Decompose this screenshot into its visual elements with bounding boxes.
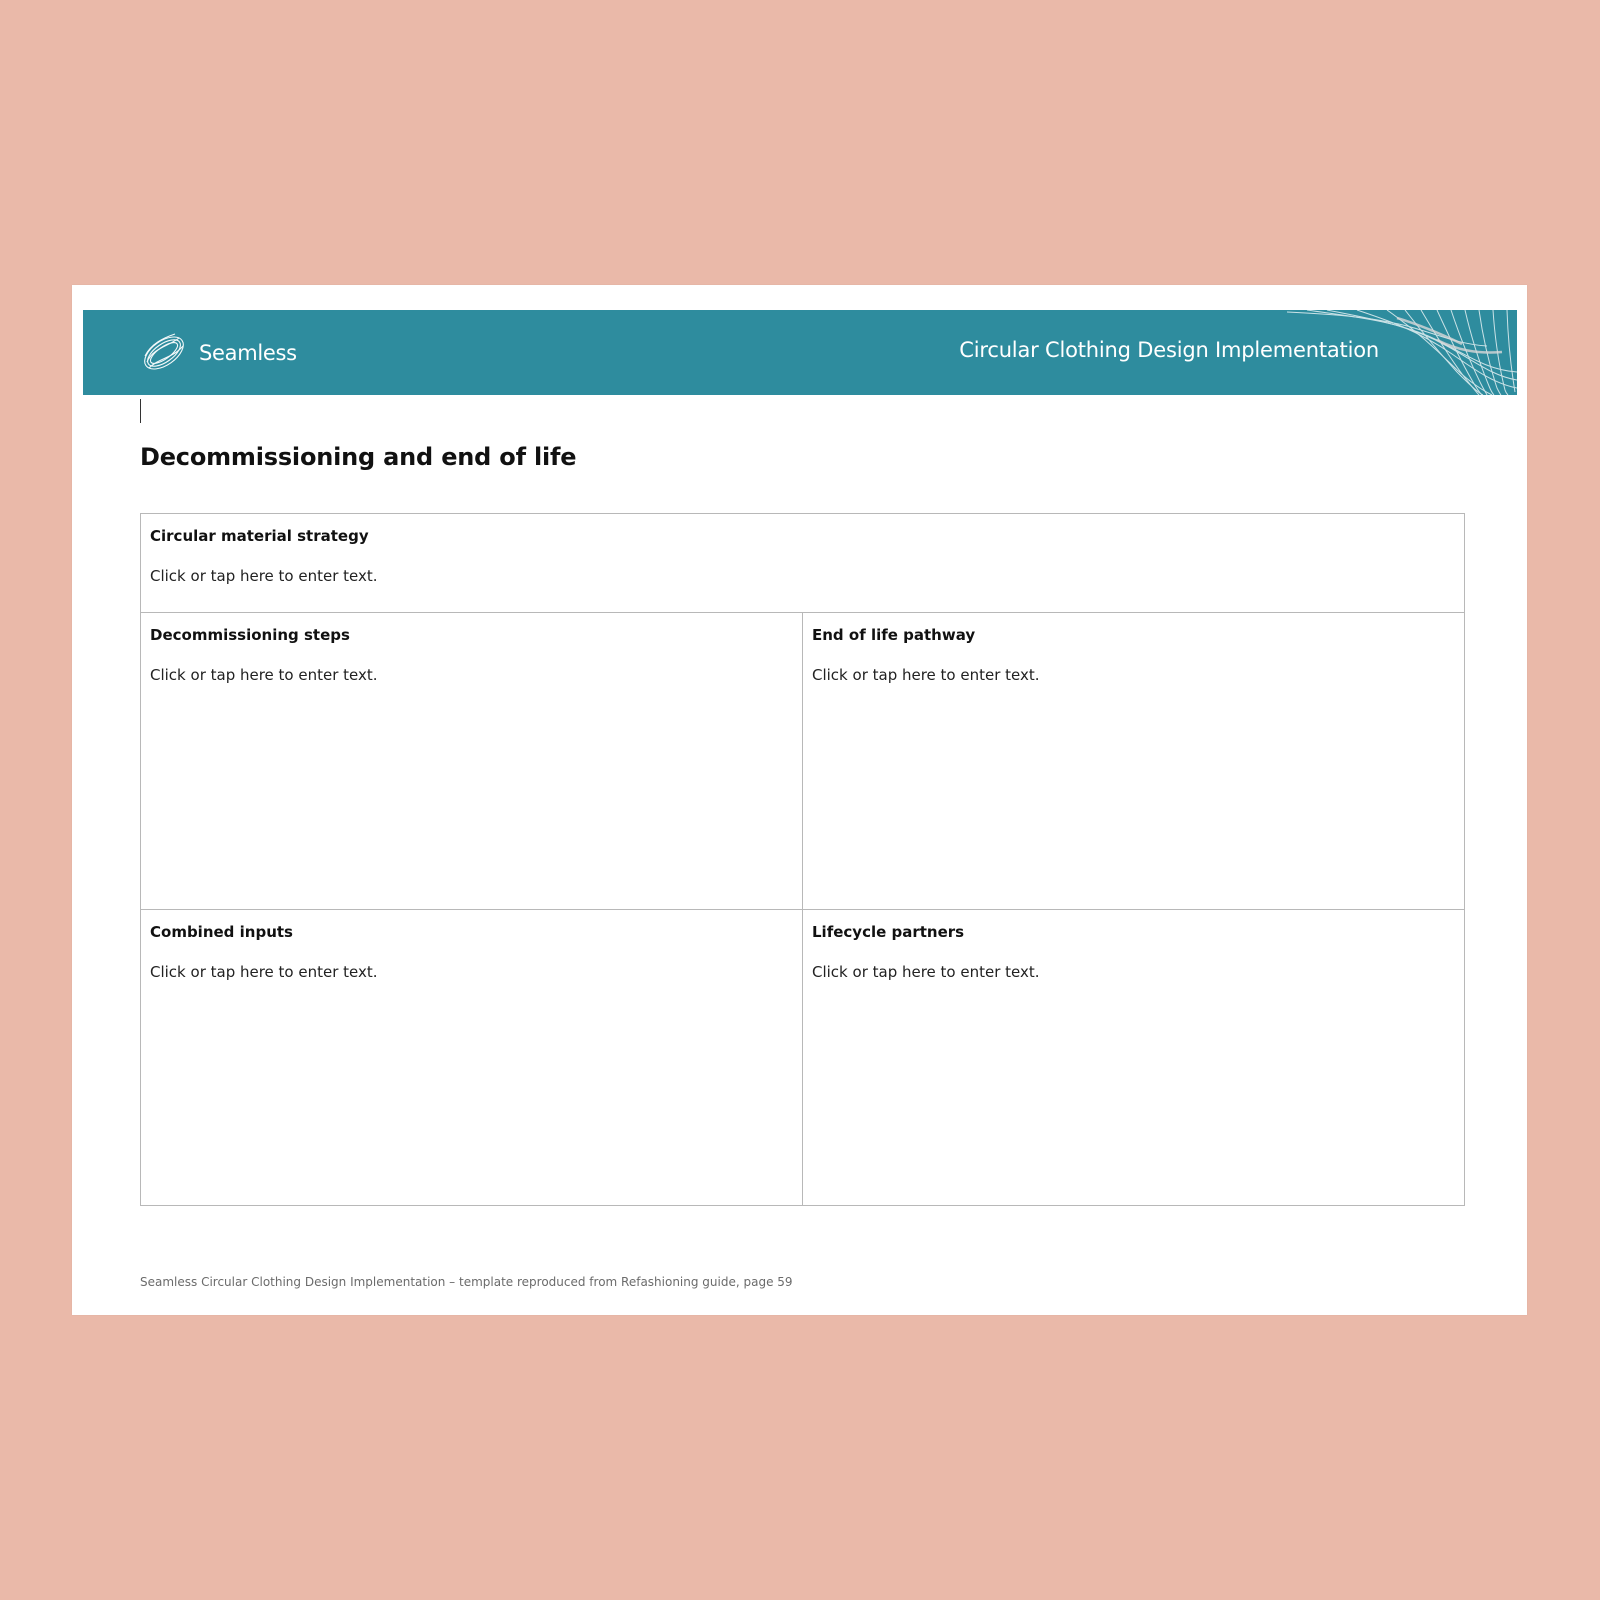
- field-label: Circular material strategy: [150, 527, 369, 545]
- circular-material-strategy-cell: [141, 514, 1464, 612]
- end-of-life-pathway-cell: [802, 613, 1464, 909]
- circular-material-strategy-field[interactable]: Click or tap here to enter text.: [150, 567, 378, 585]
- wave-lines-decoration-icon: [1287, 310, 1517, 395]
- table-row: [141, 612, 1464, 909]
- field-label: Lifecycle partners: [812, 923, 965, 941]
- field-label: End of life pathway: [812, 626, 976, 644]
- form-table: [140, 513, 1465, 1206]
- banner-title: Circular Clothing Design Implementation: [959, 338, 1379, 362]
- field-label: Decommissioning steps: [150, 626, 350, 644]
- field-label: Combined inputs: [150, 923, 293, 941]
- page-title: Decommissioning and end of life: [140, 443, 577, 471]
- table-row: [141, 514, 1464, 612]
- table-row: [141, 909, 1464, 1205]
- brand-name: Seamless: [199, 341, 297, 365]
- lifecycle-partners-field[interactable]: Click or tap here to enter text.: [812, 963, 1040, 981]
- text-cursor: [140, 399, 141, 423]
- header-banner: [83, 310, 1517, 395]
- combined-inputs-cell: [141, 910, 802, 1205]
- seamless-logo-icon: [139, 328, 189, 378]
- decommissioning-steps-field[interactable]: Click or tap here to enter text.: [150, 666, 378, 684]
- page-footer: Seamless Circular Clothing Design Implementation – template reproduced from Refashioning guide, page 59: [140, 1275, 793, 1289]
- decommissioning-steps-cell: [141, 613, 802, 909]
- lifecycle-partners-cell: [802, 910, 1464, 1205]
- end-of-life-pathway-field[interactable]: Click or tap here to enter text.: [812, 666, 1040, 684]
- combined-inputs-field[interactable]: Click or tap here to enter text.: [150, 963, 378, 981]
- brand-logo: [139, 328, 297, 378]
- document-page: [72, 285, 1527, 1315]
